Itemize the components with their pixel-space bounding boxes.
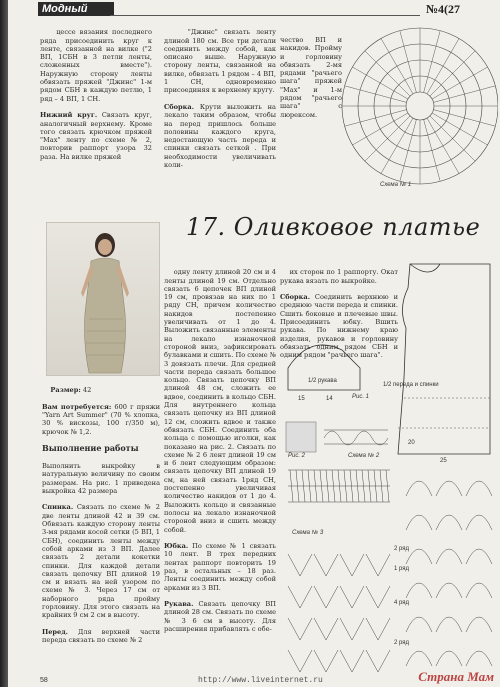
assembly-text-top: Крути выложить на лекало таким образом, чтобы на перед пришлось больше половины каждого круга, недостающую часть переда и спинки связать сеткой . При необходимости увеличивать коли- [164,102,279,170]
skirt-scheme-arch [406,515,432,530]
dim-15: 15 [298,396,305,402]
back-title: Спинка. [42,503,74,512]
lower-scheme-fan [340,586,364,608]
scheme-1-spoke [345,110,407,127]
scheme-1-label: Схема № 1 [380,182,412,188]
scheme-1-spoke [345,86,407,103]
skirt-scheme-arch [436,515,462,530]
scheme-1-spoke [365,116,410,161]
lower-scheme-fan [340,650,364,672]
row-label-c: 4 ряд [394,600,410,606]
scheme-1-spoke [430,51,475,96]
left-column [42,378,163,678]
top-column-2 [164,20,279,210]
dim-14: 14 [326,396,333,402]
top-column-3: чество ВП и накидов. Пройму и горловину обвязать 2-мя рядами "рачьего шага" пряжей "Мах" и 1-м рядом "рачьего шага" с люрексом. [280,36,345,119]
scheme-1-spoke [427,38,459,93]
scheme-1-spoke [352,113,407,145]
top-col2-text: "Джинс" связать ленту длиной 180 см. Все три детали соединить между собой, как описано выше. Наружную сторону ленты, связанной на вилке, обвязать 1 рядом – 4 ВП, 1 СН, одновременно присоединяя к верхнему кругу. [164,28,279,95]
assembly-text: Соединить верхнюю и среднюю части переда и спинки. Сшить боковые и плечевые швы. Присоединить юбку. Вшить рукава. По нижнему краю изделия, рукавов и горловину обвязать одним рядом СБН и одним рядом "рачьего шага". [280,293,401,360]
skirt-scheme-arch [466,617,492,632]
scheme-1-diagram [338,18,498,193]
dim-25: 25 [440,458,447,464]
scheme-1-spoke [381,38,413,93]
scheme-1-spoke [381,118,413,173]
lower-scheme-fan [314,554,338,576]
middle-column [164,260,279,680]
sleeve-label: 1/2 рукава [308,378,337,384]
skirt-scheme-arch [466,515,492,530]
lower-scheme-fan [366,618,390,640]
assembly-title: Сборка. [280,293,310,302]
skirt-scheme-arch [436,651,462,666]
skirt-scheme-arch [406,481,432,496]
watermark-logo: Страна Мам [418,669,494,684]
scheme-1-spoke [400,120,417,182]
skirt-text: По схеме № 1 связать 10 лент. В трех передних лентах раппорт повторить 19 раз, в остальных – 18 раз. Ленты соединить между собой арками из 3 ВП. [164,542,279,592]
needs-label: Вам потребуется: [42,402,112,411]
front-title: Перед. [42,627,68,636]
size-value: 42 [82,386,92,395]
page-number: 58 [40,677,48,684]
source-url: http://www.liveinternet.ru [198,676,323,685]
scheme-1-spoke [400,31,417,93]
lower-scheme-fan [366,586,390,608]
top-col1-text: цессе вязания последнего ряда присоединить круг к ленте, связанной на вилке ("2 ВП, 1СБН в 3 петли ленты, сложенных вместе"). Наружную сторону ленты обвязать пряжей "Джинс" 1-м рядом СБН в каждую петлю, 1 ряд – 4 ВП, 1 СН. [40,28,155,103]
skirt-scheme-arch [406,549,432,564]
lower-scheme-fan [288,650,312,672]
size-label: Размер: [50,386,81,395]
row-label-b: 1 ряд [394,566,410,572]
skirt-title: Юбка. [164,542,189,551]
ris2-label: Рис. 2 [288,453,306,459]
lower-scheme-fan [340,618,364,640]
dim-20: 20 [408,440,415,446]
binding-fold [0,0,8,687]
lower-scheme-fan [366,650,390,672]
skirt-scheme-arch [466,651,492,666]
lower-circle-text: Связать круг, аналогичный верхнему. Кроме того связать крючком пряжей "Мах" ленту по схеме № 2, повторив раппорт узора 32 раза. На вилке пряжей [40,111,155,161]
skirt-scheme-arch [406,651,432,666]
article-title: 17. Оливковое платье [186,213,481,241]
lower-scheme-fan [314,650,338,672]
scheme-2-label: Схема № 2 [348,453,380,459]
section-header: Модный [38,2,114,16]
middle-text: одну ленту длиной 20 см и 4 ленты длиной 19 см. Отдельно связать 6 цепочек ВП длиной 19 см, провязав на них по 1 ряду СН, причем количество накидов постепенно увеличивать от 1 до 4. Выложить связанные элементы на лекало изнаночной стороной вниз, зафиксировать булавками и сшить. По схеме № 3 довязать плечи. Для средней части переда связать большое кольцо. Связать цепочку ВП длиной 48 см, сложить ее вдвое, соединить в кольцо СБН. Для внутреннего кольца связать цепочку из ВП длиной 12 см, сложить вдвое и также обвязать СБН. Соединить оба кольца с помощью иголки, как показано на рис. 2. Связать по схеме № 2 6 лент длиной 19 см и 6 лент следующим образом: связать цепочку ВП длиной 19 см, на ней связать 1ряд СН, постепенно увеличивая количество накидов от 1 до 4. Выложить кольцо и связанные полосы на лекало изнаночной стороной вниз и сшить между собой. [164,268,279,534]
top-column-1 [40,20,155,210]
lower-circle-title: Нижний круг. [40,111,98,120]
scheme-1-spoke [424,31,441,93]
scheme-3-label: Схема № 3 [292,530,324,536]
scheme-1-spoke [434,86,496,103]
skirt-scheme-arch [436,549,462,564]
assembly-title-top: Сборка. [164,102,194,111]
work-title: Выполнение работы [42,443,139,454]
skirt-scheme-arch [436,617,462,632]
skirt-scheme-diagram [400,462,496,672]
scheme-1-spoke [424,120,441,182]
skirt-scheme-arch [466,481,492,496]
row-label-d: 2 ряд [394,640,410,646]
skirt-scheme-arch [466,583,492,598]
lower-scheme-fan [314,618,338,640]
sleeve-text: Связать цепочку ВП длиной 28 см. Связать по схеме № 3 6 см в высоту. Для расширения прибавлять с обе- [164,600,279,634]
front-text: Для верхней части переда связать по схеме № 2 [42,627,163,645]
row-label-a: 2 ряд [394,546,410,552]
scheme-lower-left-diagram [284,540,392,680]
lower-scheme-fan [366,554,390,576]
sleeve-title: Рукава. [164,600,194,609]
lower-scheme-fan [288,586,312,608]
scheme-1-spoke [432,113,487,145]
lower-scheme-fan [314,586,338,608]
skirt-scheme-arch [436,481,462,496]
magazine-page [8,0,500,687]
dress-photo [46,222,160,376]
right-text-1: их сторон по 1 раппорту. Окат рукава вязать по выкройке. [280,268,401,285]
scheme-1-spoke [430,116,475,161]
issue-number: №4(27 [426,2,461,16]
needs-text: 600 г пряжи "Yarn Art Summer" (70 % хлопка, 30 % вискозы, 100 г/350 м), крючок № 1,2. [42,402,163,436]
lower-scheme-fan [340,554,364,576]
skirt-scheme-arch [436,583,462,598]
skirt-scheme-arch [406,617,432,632]
lower-scheme-fan [288,554,312,576]
scheme-1-spoke [365,51,410,96]
back-text: Связать по схеме № 2 две ленты длиной 42 и 39 см. Обвязать каждую сторону ленты 3-мя рядами косой сетки (5 ВП, 1 СБН), соединить ленты между собой арками из 3 ВП. Далее связать 2 детали кокетки спинки. Для каждой детали связать цепочку ВП длиной 19 см и вязать на ней узором по схеме № 3. Через 17 см от наборного ряда пройму горловину. Для этого связать на крайних 9 см 2 см в высоту. [42,503,163,620]
header-rule [110,15,420,16]
scheme-1-spoke [352,67,407,99]
front-back-label: 1/2 переда и спинки [383,382,439,388]
scheme-1-spoke [434,110,496,127]
scheme-1-spoke [432,67,487,99]
scheme-3-diagram [284,462,394,522]
lower-scheme-fan [288,618,312,640]
work-intro: Выполнить выкройку в натуральную величину по своим размерам. На рис. 1 приведена выкройка 42 размера [42,461,163,495]
model-silhouette-icon [47,223,159,375]
skirt-scheme-arch [406,583,432,598]
ris1-label: Рис. 1 [352,394,370,400]
scheme-1-spoke [427,118,459,173]
skirt-scheme-arch [466,549,492,564]
